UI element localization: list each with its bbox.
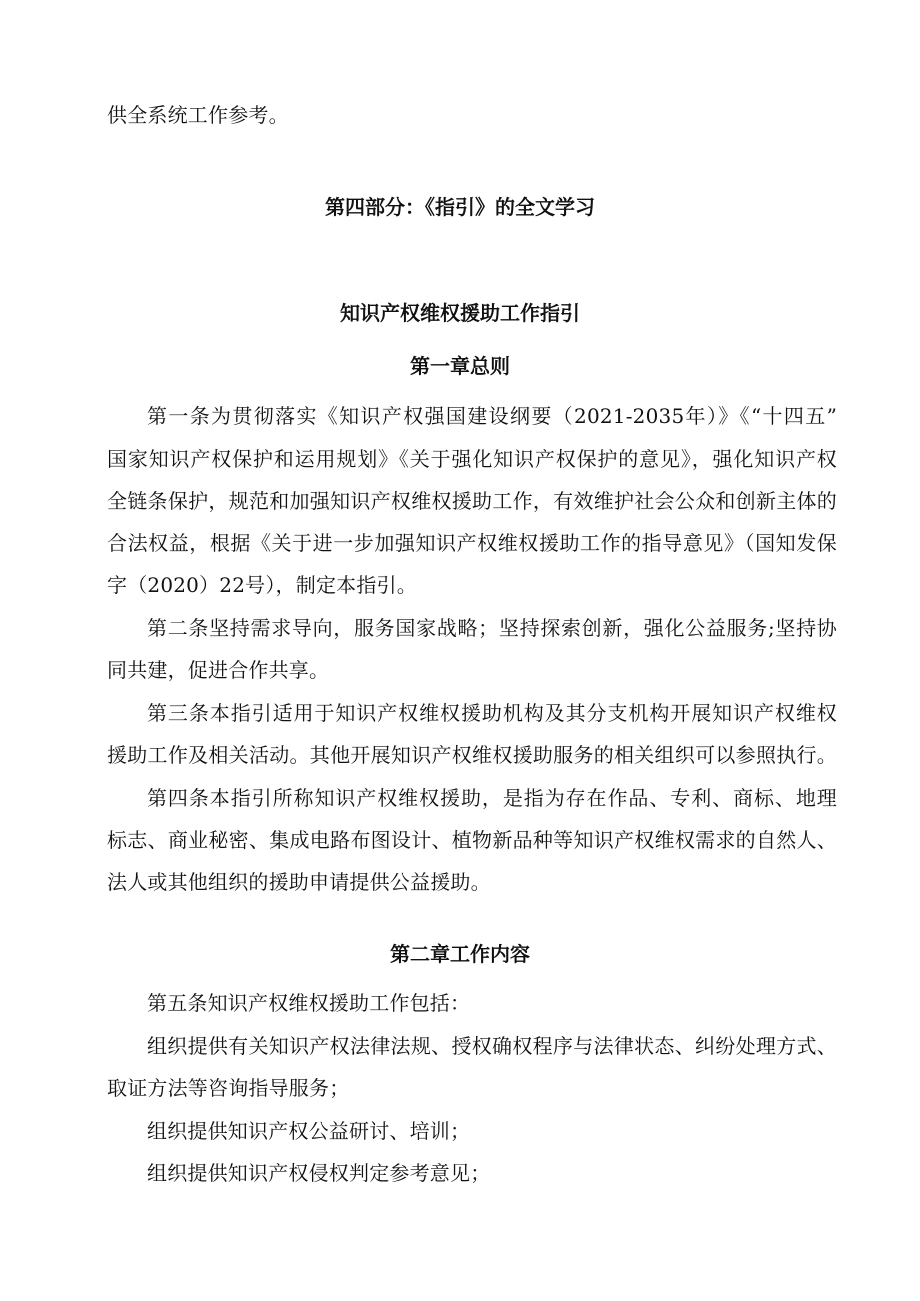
article-5-item-2: 组织提供知识产权公益研讨、培训； xyxy=(147,1119,471,1143)
article-3-line-1: 第三条本指引适用于知识产权维权援助机构及其分支机构开展知识产权维权 xyxy=(147,701,837,725)
chapter-1-title: 第一章总则 xyxy=(410,354,510,378)
article-5-item-3: 组织提供知识产权侵权判定参考意见； xyxy=(147,1161,491,1185)
article-4-line-1: 第四条本指引所称知识产权维权援助，是指为存在作品、专利、商标、地理 xyxy=(147,786,837,810)
article-1-line-1: 第一条为贯彻落实《知识产权强国建设纲要（2021-2035年）》《“十四五” xyxy=(147,404,837,428)
part-heading: 第四部分：《指引》的全文学习 xyxy=(325,195,595,219)
chapter-2-title: 第二章工作内容 xyxy=(390,942,530,966)
article-1-line-3: 全链条保护，规范和加强知识产权维权援助工作，有效维护社会公众和创新主体的 xyxy=(107,489,837,513)
article-4-line-3: 法人或其他组织的援助申请提供公益援助。 xyxy=(107,870,491,894)
article-2-line-1: 第二条坚持需求导向，服务国家战略；坚持探索创新，强化公益服务;坚持协 xyxy=(147,616,837,640)
document-title: 知识产权维权援助工作指引 xyxy=(340,301,580,325)
article-1-line-2: 国家知识产权保护和运用规划》《关于强化知识产权保护的意见》，强化知识产权 xyxy=(107,447,837,471)
article-5-line: 第五条知识产权维权援助工作包括： xyxy=(147,991,471,1015)
lead-line: 供全系统工作参考。 xyxy=(107,103,289,127)
article-2-line-2: 同共建，促进合作共享。 xyxy=(107,658,330,682)
article-3-line-2: 援助工作及相关活动。其他开展知识产权维权援助服务的相关组织可以参照执行。 xyxy=(107,743,837,767)
article-4-line-2: 标志、商业秘密、集成电路布图设计、植物新品种等知识产权维权需求的自然人、 xyxy=(107,828,837,852)
article-1-line-4: 合法权益，根据《关于进一步加强知识产权维权援助工作的指导意见》（国知发保 xyxy=(107,531,837,555)
article-1-line-5: 字（2020）22号），制定本指引。 xyxy=(107,573,417,597)
article-5-item-1-line-1: 组织提供有关知识产权法律法规、授权确权程序与法律状态、纠纷处理方式、 xyxy=(147,1034,837,1058)
article-5-item-1-line-2: 取证方法等咨询指导服务； xyxy=(107,1076,350,1100)
